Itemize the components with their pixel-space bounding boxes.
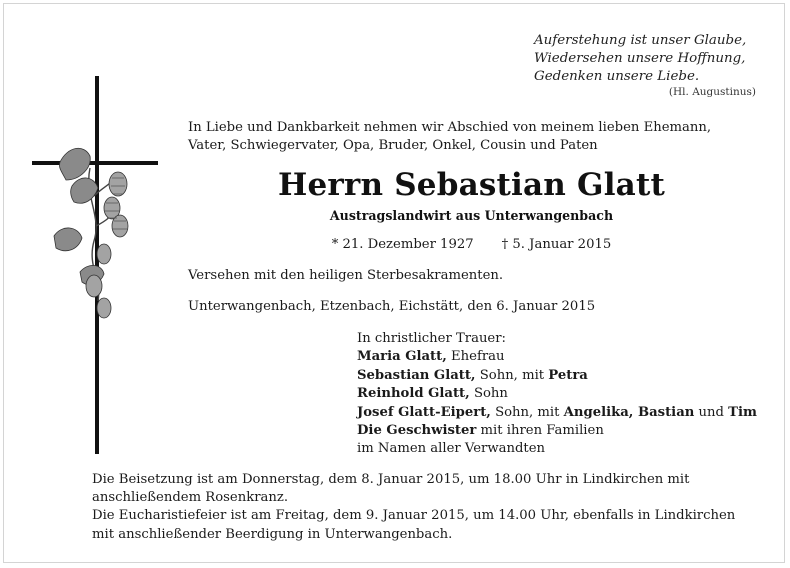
mourner-grandchild: Tim — [728, 404, 757, 420]
funeral-line: mit anschließender Beerdigung in Unterwangenbach. — [92, 526, 453, 542]
mourner-partner: Petra — [548, 367, 588, 383]
funeral-details — [92, 471, 756, 544]
cross-with-hops-icon — [32, 76, 162, 456]
mourner-relation: Ehefrau — [446, 349, 505, 365]
deceased-name: Herrn Sebastian Glatt — [277, 167, 666, 203]
funeral-line: Die Eucharistiefeier ist am Freitag, dem 9. Januar 2015, um 14.00 Uhr, ebenfalls in Lindkirchen — [92, 508, 736, 524]
motto-line: Wiedersehen unsere Hoffnung, — [534, 51, 746, 66]
intro-line: In Liebe und Dankbarkeit nehmen wir Abschied von meinem lieben Ehemann, — [188, 120, 712, 135]
motto-line: Gedenken unsere Liebe. — [534, 69, 700, 84]
motto-line: Auferstehung ist unser Glaube, — [534, 33, 747, 48]
mourner-name: Reinhold Glatt, — [357, 386, 470, 402]
mourner-name: Josef Glatt-Eipert, — [357, 404, 491, 420]
intro-line: Vater, Schwiegervater, Opa, Bruder, Onkel, Cousin und Paten — [188, 138, 598, 153]
mourner-row — [357, 404, 757, 422]
mourner-row — [357, 348, 757, 366]
mourner-relation: mit ihren Familien — [476, 423, 604, 439]
sacraments-text: Versehen mit den heiligen Sterbesakramenten. — [188, 268, 504, 283]
death-date: † 5. Januar 2015 — [501, 237, 612, 252]
mourner-conjunction: und — [694, 404, 729, 420]
birth-date: * 21. Dezember 1927 — [331, 237, 474, 252]
motto-source: (Hl. Augustinus) — [668, 86, 756, 98]
mourner-name: Maria Glatt, — [357, 349, 447, 365]
mourner-row — [357, 367, 757, 385]
motto — [534, 32, 756, 86]
mourner-name: Sebastian Glatt, — [357, 367, 476, 383]
mourner-relation: Sohn, mit — [475, 367, 549, 383]
mourner-partner: Angelika, Bastian — [563, 404, 695, 420]
place-date-text: Unterwangenbach, Etzenbach, Eichstätt, den 6. Januar 2015 — [188, 299, 596, 314]
funeral-line: Die Beisetzung ist am Donnerstag, dem 8. Januar 2015, um 18.00 Uhr in Lindkirchen mit — [92, 472, 690, 487]
life-dates — [188, 237, 755, 252]
mourner-row — [357, 422, 757, 440]
mourner-row — [357, 385, 757, 403]
mourners-closing: im Namen aller Verwandten — [357, 441, 546, 457]
mourner-relation: Sohn, mit — [490, 404, 564, 420]
mourners-list — [357, 330, 757, 459]
mourner-name: Die Geschwister — [357, 423, 477, 439]
funeral-line: anschließendem Rosenkranz. — [92, 490, 289, 506]
mourners-heading: In christlicher Trauer: — [357, 331, 506, 346]
mourner-relation: Sohn — [469, 386, 508, 402]
intro-text — [188, 119, 755, 155]
deceased-title: Austragslandwirt aus Unterwangenbach — [329, 208, 614, 223]
